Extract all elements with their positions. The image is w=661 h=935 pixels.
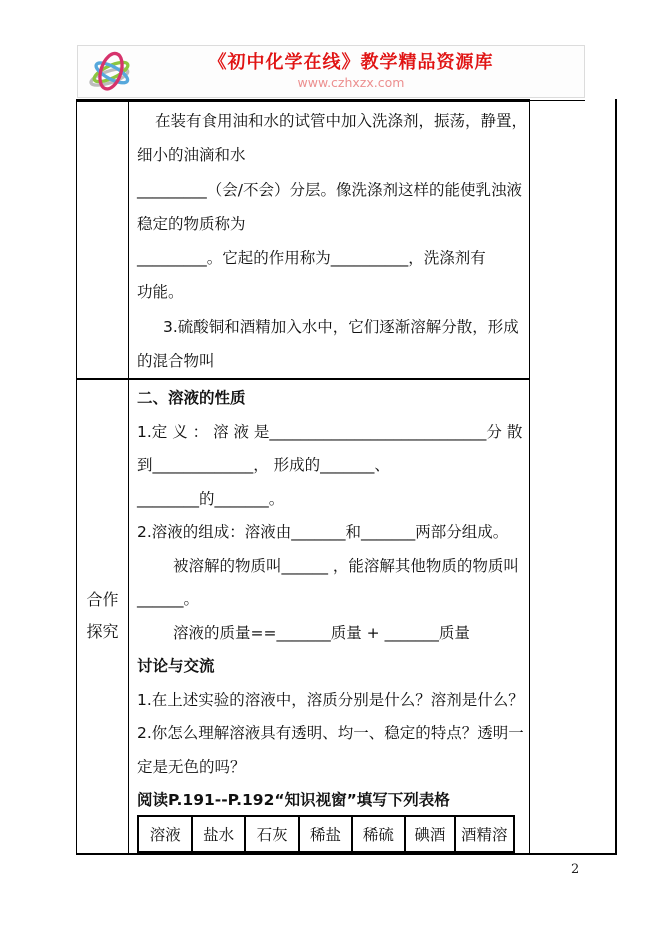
table-border-right <box>615 99 617 855</box>
text-line: ______。 <box>137 590 200 608</box>
text-line: 的混合物叫 <box>137 352 215 371</box>
text-line: _________。它起的作用称为__________，洗涤剂有 <box>137 249 486 268</box>
text-line: 功能。 <box>137 283 184 302</box>
reading-instruction: 阅读P.191--P.192“知识视窗”填写下列表格 <box>137 791 450 809</box>
table-border-top-thick <box>76 99 529 102</box>
text-line: 3.硫酸铜和酒精加入水中，它们逐渐溶解分散，形成 <box>163 317 519 336</box>
section-heading: 讨论与交流 <box>137 657 215 675</box>
site-header <box>77 45 585 98</box>
site-url: www.czhxzx.com <box>297 74 405 90</box>
section-heading: 二、溶液的性质 <box>137 389 246 407</box>
text-line: 2.溶液的组成：溶液由_______和_______两部分组成。 <box>137 523 509 541</box>
row-label-line: 探究 <box>86 622 119 641</box>
table-divider-label-column <box>128 99 129 855</box>
site-title: 《初中化学在线》教学精品资源库 <box>208 51 494 73</box>
table-header-cell: 酒精溶 <box>461 826 508 844</box>
text-line: 1.在上述实验的溶液中，溶质分别是什么？溶剂是什么？ <box>137 690 524 709</box>
table-header-cell: 稀硫 <box>353 817 406 851</box>
text-line: ________的_______。 <box>137 489 285 508</box>
text-line: 定是无色的吗？ <box>137 757 246 776</box>
table-border-top-thin <box>529 100 585 101</box>
worksheet-section-emulsion <box>137 104 532 378</box>
row-label-line: 合作 <box>86 590 119 609</box>
table-header-cell: 盐水 <box>193 817 245 851</box>
table-header-cell: 石灰 <box>246 817 300 851</box>
text-line: _________（会/不会）分层。像洗涤剂这样的能使乳浊液 <box>137 180 522 199</box>
table-header-cell: 稀盐 <box>300 817 352 851</box>
header-text <box>78 53 584 90</box>
text-line: 细小的油滴和水 <box>137 146 246 165</box>
text-line: 1.定 义 ： 溶 液 是____________________________分 散 <box>137 422 523 441</box>
text-line: 被溶解的物质叫______ ，能溶解其他物质的物质叫 <box>173 556 519 575</box>
site-logo-icon <box>86 47 136 97</box>
row-label-cooperative-inquiry <box>77 380 128 852</box>
table-border-bottom <box>76 853 617 855</box>
text-line: 溶液的质量==_______质量 + _______质量 <box>173 623 470 642</box>
text-line: 在装有食用油和水的试管中加入洗涤剂，振荡，静置， <box>155 112 528 130</box>
text-line: 到_____________， 形成的_______、 <box>137 456 390 474</box>
solutions-table <box>137 815 515 853</box>
worksheet-section-solution-properties <box>137 382 532 818</box>
table-header-cell: 碘酒 <box>406 817 455 851</box>
table-header-cell: 溶液 <box>139 817 193 851</box>
text-line: 2.你怎么理解溶液具有透明、均一、稳定的特点？透明一 <box>137 724 524 742</box>
page-number: 2 <box>571 862 580 877</box>
text-line: 稳定的物质称为 <box>137 214 246 233</box>
